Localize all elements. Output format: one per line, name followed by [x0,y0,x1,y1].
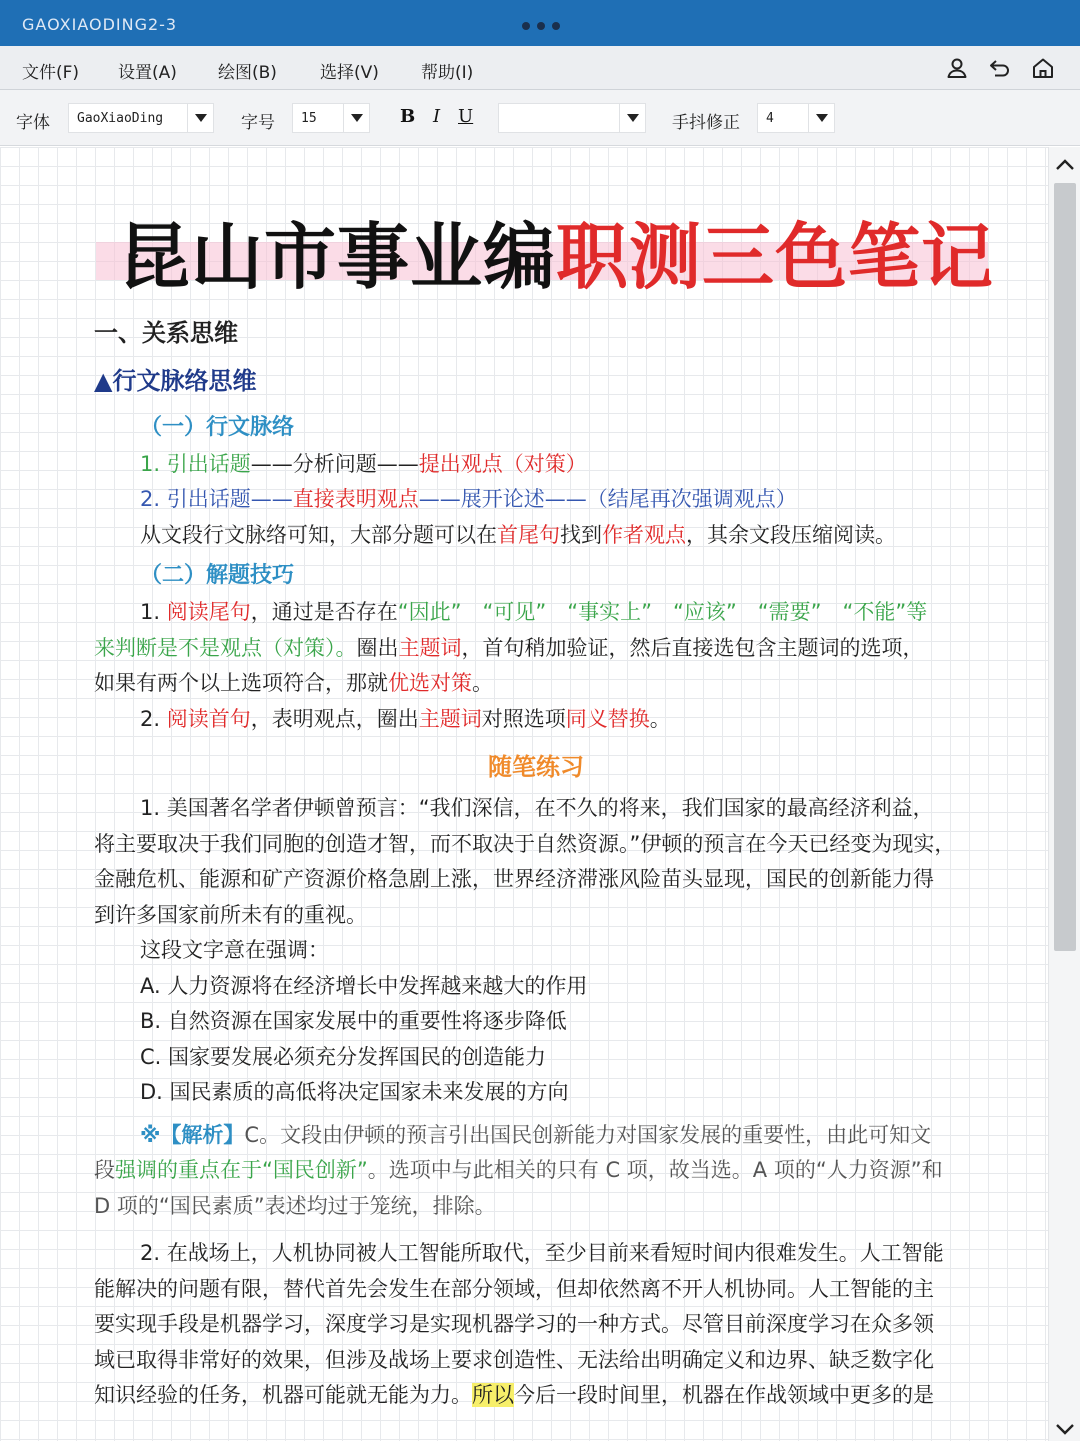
question-line: 金融危机、能源和矿产资源价格急剧上涨，世界经济滞涨风险苗头显现，国民的创新能力得 [94,867,934,891]
scrollbar-thumb[interactable] [1054,183,1076,951]
section-heading: 一、关系思维 [94,319,238,347]
chevron-down-icon[interactable] [619,104,645,132]
title-bar [0,0,1080,46]
answer-line: 段强调的重点在于“国民创新”。选项中与此相关的只有 C 项，故当选。A 项的“人力资源”和 [94,1158,943,1182]
question-line: 将主要取决于我们同胞的创造才智，而不取决于自然资源。”伊顿的预言在今天已经变为现实， [94,832,956,856]
shake-correction-label: 手抖修正 [672,113,740,133]
menu-file[interactable]: 文件(F) [22,63,80,83]
question-line: 到许多国家前所未有的重视。 [94,903,367,927]
scroll-down-icon[interactable] [1055,1421,1075,1437]
part-heading: （二）解题技巧 [140,563,295,588]
document-canvas[interactable] [0,147,1048,1441]
chevron-down-icon[interactable] [343,104,369,132]
size-label: 字号 [241,113,275,133]
paragraph-line: 从文段行文脉络可知，大部分题可以在首尾句找到作者观点，其余文段压缩阅读。 [140,523,896,547]
question-line: 要实现手段是机器学习，深度学习是实现机器学习的一种方式。尽管目前深度学习在众多领 [94,1312,934,1336]
menu-bar [0,46,1080,90]
window-menu-dots[interactable] [522,22,560,30]
paragraph-line: 1. 阅读尾句，通过是否存在“因此” “可见” “事实上” “应该” “需要” “不能”等 [140,600,928,624]
scroll-up-icon[interactable] [1055,157,1075,173]
chevron-down-icon[interactable] [808,104,834,132]
question-line: 2. 在战场上，人机协同被人工智能所取代，至少目前来看短时间内很难发生。人工智能 [140,1241,944,1265]
option-c: C. 国家要发展必须充分发挥国民的创造能力 [140,1045,547,1069]
question-line: 1. 美国著名学者伊顿曾预言：“我们深信，在不久的将来，我们国家的最高经济利益， [140,796,934,820]
menu-settings[interactable]: 设置(A) [118,63,177,83]
size-select[interactable] [292,103,370,133]
option-b: B. 自然资源在国家发展中的重要性将逐步降低 [140,1009,567,1033]
practice-heading: 随笔练习 [488,753,584,781]
paragraph-line: 来判断是不是观点（对策）。圈出主题词，首句稍加验证，然后直接选包含主题词的选项， [94,636,924,660]
highlighted-word: 所以 [472,1383,514,1407]
shake-correction-value: 4 [766,110,774,126]
question-line: 域已取得非常好的效果，但涉及战场上要求创造性、无法给出明确定义和边界、缺乏数字化 [94,1348,934,1372]
list-item: 2. 引出话题——直接表明观点——展开论述——（结尾再次强调观点） [140,487,797,511]
format-toolbar [0,90,1080,146]
option-a: A. 人力资源将在经济增长中发挥越来越大的作用 [140,974,588,998]
font-select[interactable] [68,103,214,133]
part-heading: （一）行文脉络 [140,415,295,440]
answer-line: D 项的“国民素质”表述均过于笼统，排除。 [94,1194,496,1218]
user-icon[interactable] [945,56,969,80]
vertical-scrollbar[interactable] [1048,147,1080,1441]
menu-help[interactable]: 帮助(I) [421,63,474,83]
page-title: 昆山市事业编职测三色笔记 [118,214,995,299]
italic-button[interactable]: I [433,106,441,127]
underline-button[interactable]: U [458,106,474,127]
paragraph-line: 如果有两个以上选项符合，那就优选对策。 [94,671,493,695]
subsection-heading: ▲行文脉络思维 [94,367,257,395]
shake-correction-select[interactable] [757,103,835,133]
font-label: 字体 [16,113,50,133]
chevron-down-icon[interactable] [187,104,213,132]
color-select[interactable] [498,103,646,133]
paragraph-line: 2. 阅读首句，表明观点，圈出主题词对照选项同义替换。 [140,707,671,731]
undo-icon[interactable] [988,56,1012,80]
question-stem: 这段文字意在强调： [140,938,329,962]
question-line: 能解决的问题有限，替代首先会发生在部分领域，但却依然离不开人机协同。人工智能的主 [94,1277,934,1301]
list-item: 1. 引出话题——分析问题——提出观点（对策） [140,452,587,476]
menu-select[interactable]: 选择(V) [320,63,379,83]
menu-draw[interactable]: 绘图(B) [218,63,277,83]
answer-line: ※【解析】C。文段由伊顿的预言引出国民创新能力对国家发展的重要性，由此可知文 [140,1123,932,1147]
question-line: 知识经验的任务，机器可能就无能为力。所以今后一段时间里，机器在作战领域中更多的是 [94,1383,934,1407]
window-title: GAOXIAODING2-3 [22,15,178,34]
option-d: D. 国民素质的高低将决定国家未来发展的方向 [140,1080,569,1104]
size-value: 15 [301,110,317,126]
bold-button[interactable]: B [400,106,416,127]
home-icon[interactable] [1031,56,1055,80]
font-value: GaoXiaoDing [77,110,164,126]
